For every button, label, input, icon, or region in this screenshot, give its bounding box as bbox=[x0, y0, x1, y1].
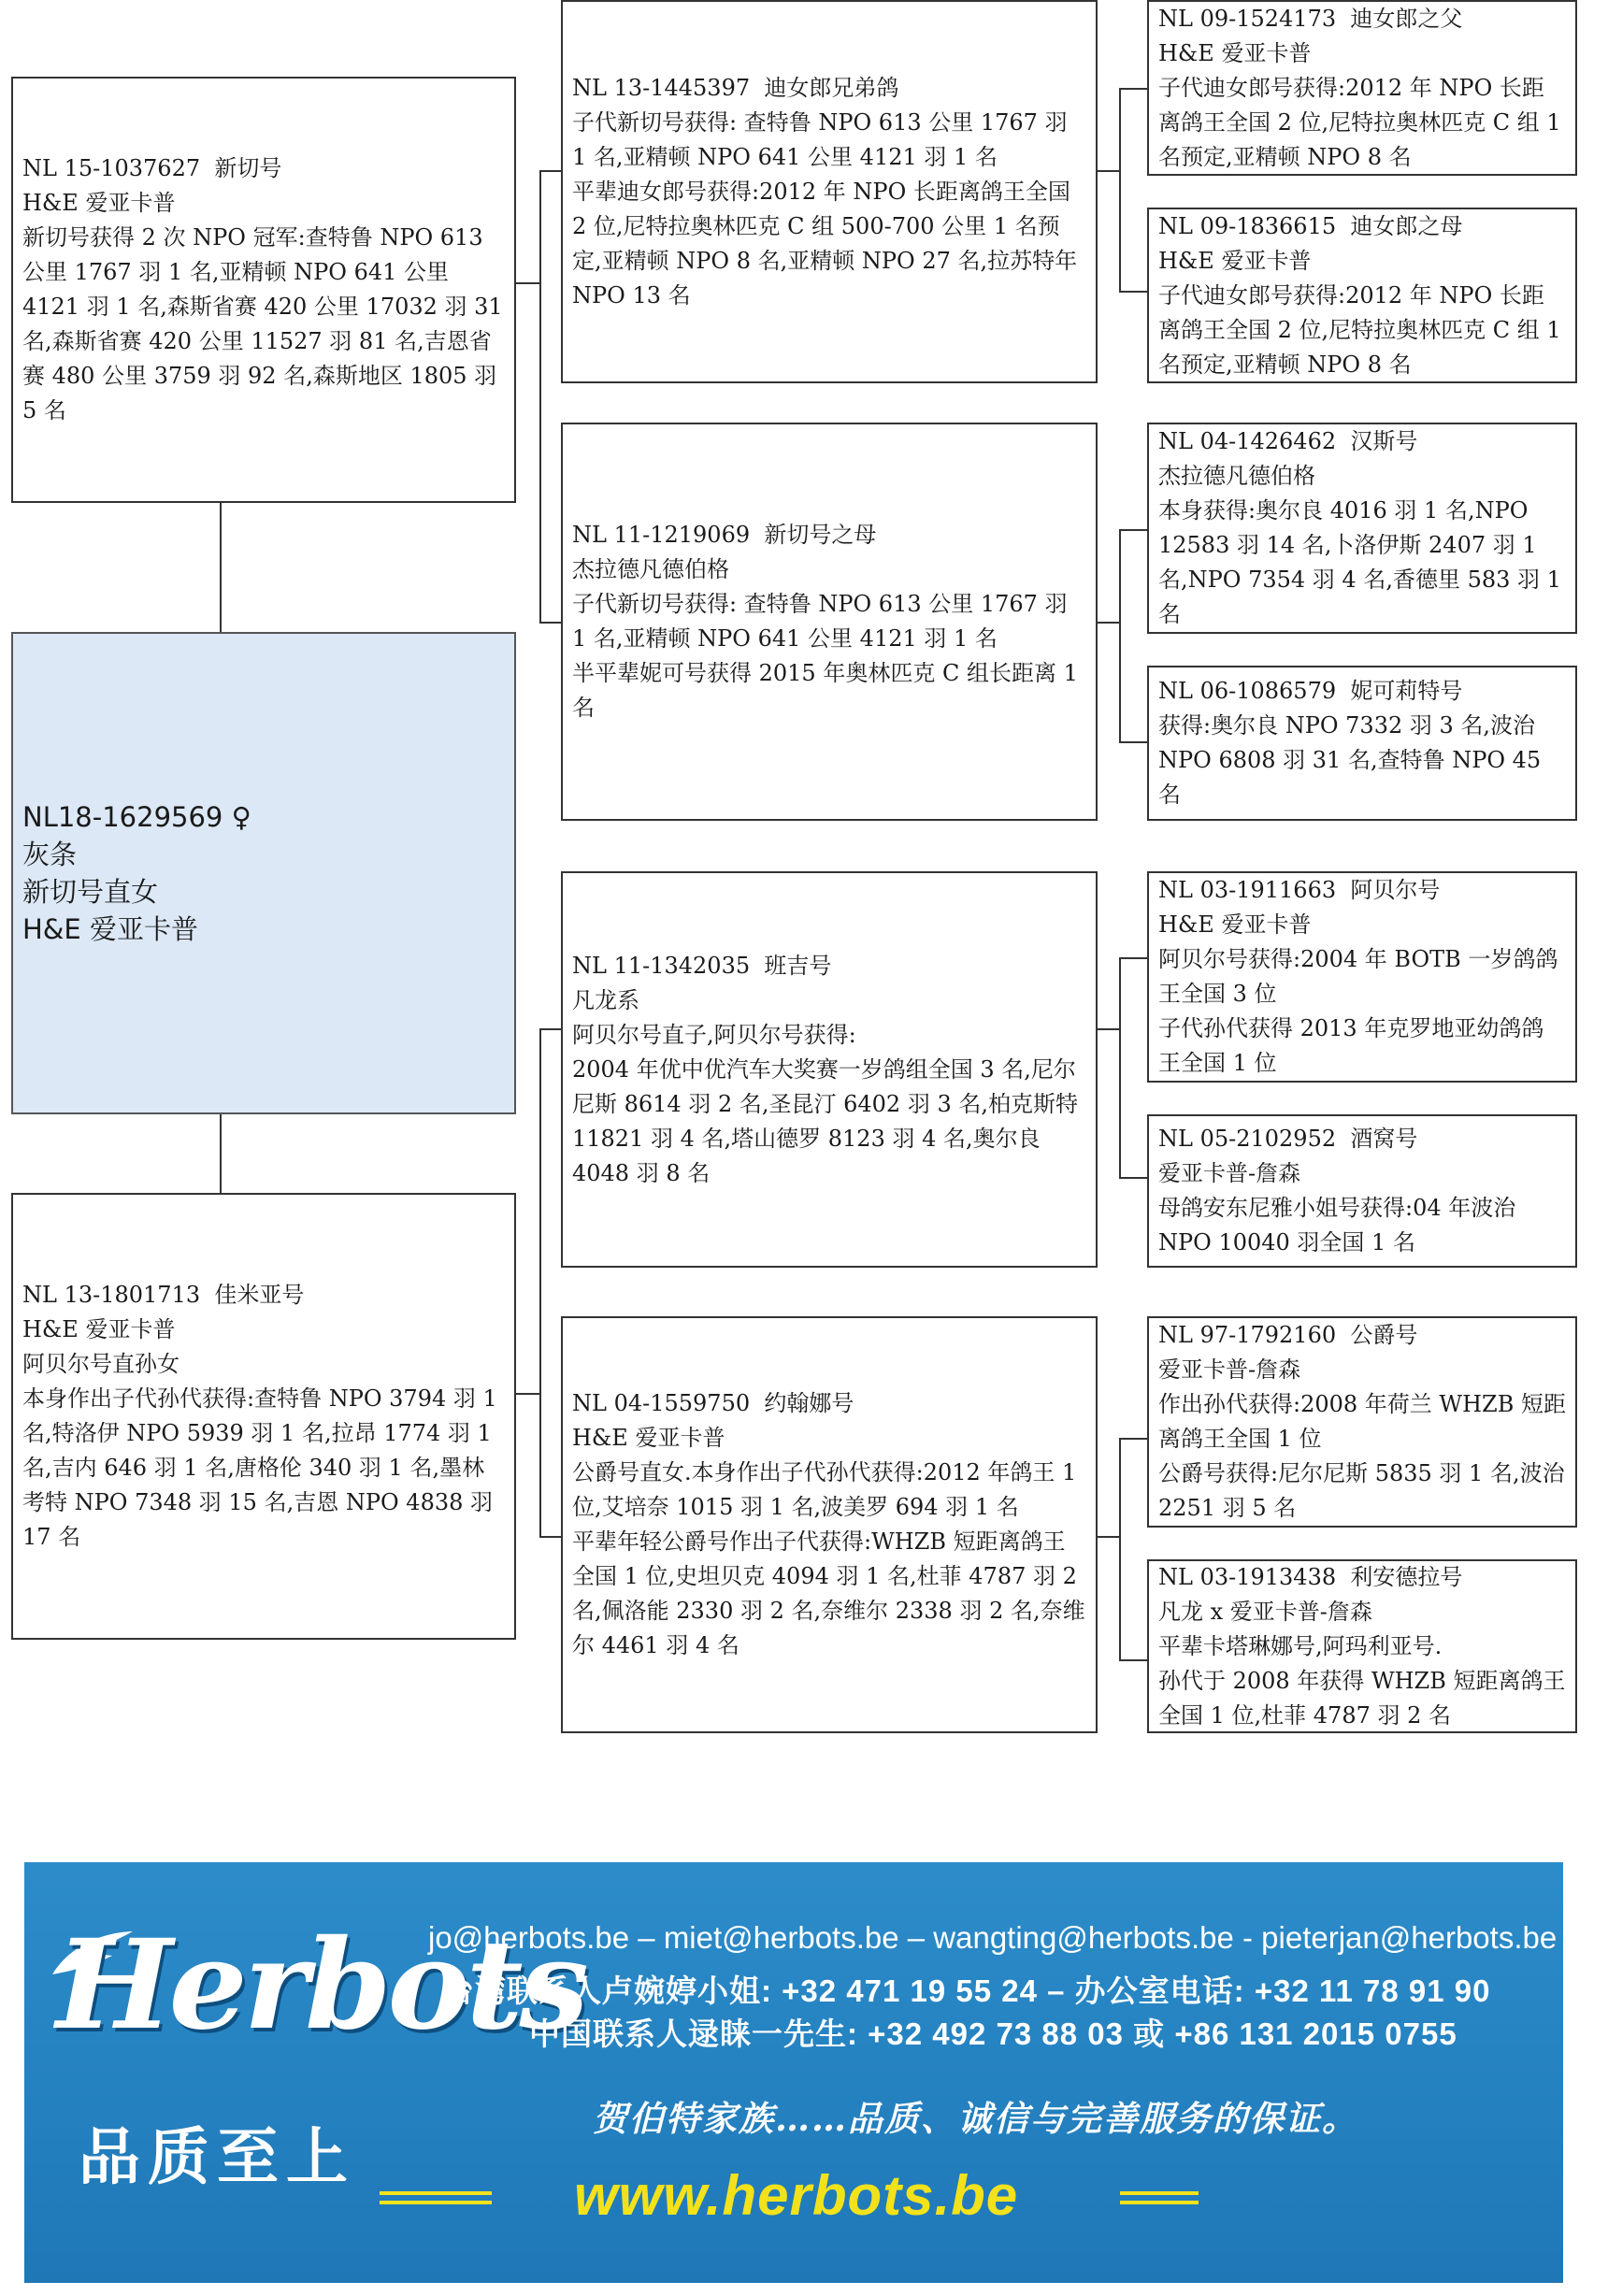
dam-sire-line-2: 凡龙系 bbox=[572, 986, 639, 1013]
ggp-1-line-1: NL 09-1524173 迪女郎之父 bbox=[1158, 5, 1463, 32]
taiwan-contact: 台湾联系人卢婉婷小姐: +32 471 19 55 24 – 办公室电话: +32 11 78 91 90 bbox=[443, 1973, 1491, 2008]
ggp-6-line-3: 母鸽安东尼雅小姐号获得:04 年波治 NPO 10040 羽全国 1 名 bbox=[1158, 1195, 1523, 1256]
dam-sire-line-1: NL 11-1342035 班吉号 bbox=[572, 952, 832, 979]
dam-dam-line-1: NL 04-1559750 约翰娜号 bbox=[572, 1390, 854, 1416]
connector-sd-bracket bbox=[1119, 529, 1121, 742]
ggp-5-line-1: NL 03-1911663 阿贝尔号 bbox=[1158, 877, 1441, 903]
decorative-line-right-2 bbox=[1120, 2201, 1199, 2204]
decorative-line-right bbox=[1120, 2191, 1199, 2195]
connector-sd-top bbox=[1119, 529, 1147, 531]
ggp-7-line-3: 作出孙代获得:2008 年荷兰 WHZB 短距离鸽王全国 1 位 bbox=[1158, 1391, 1566, 1452]
connector-sd-bottom bbox=[1119, 741, 1147, 743]
dam-dam-line-3: 公爵号直女.本身作出子代孙代获得:2012 年鸽王 1 位,艾培奈 1015 羽 1 名,波美罗 694 羽 1 名 bbox=[572, 1459, 1084, 1520]
connector-ds-top bbox=[1119, 957, 1147, 959]
sire-dam-line-1: NL 11-1219069 新切号之母 bbox=[572, 522, 877, 548]
dam-line-4: 本身作出子代孙代获得:查特鲁 NPO 3794 羽 1 名,特洛伊 NPO 5939 羽 1 名,拉昂 1774 羽 1 名,吉内 646 羽 1 名,唐格伦 340 羽 1 名,墨林考特 NPO 7348 羽 15 名,吉恩 NPO 4838 羽 17 名 bbox=[22, 1385, 505, 1550]
ggp-card-1 bbox=[1147, 0, 1577, 176]
ggp-8-line-1: NL 03-1913438 利安德拉号 bbox=[1158, 1563, 1463, 1590]
sire-dam-line-4: 半平辈妮可号获得 2015 年奥林匹克 C 组长距离 1 名 bbox=[572, 660, 1085, 721]
ggp-card-2 bbox=[1147, 208, 1577, 383]
connector-dam-right bbox=[514, 1393, 540, 1395]
connector-sire-right bbox=[514, 282, 540, 284]
website-link[interactable]: www.herbots.be bbox=[574, 2164, 1019, 2227]
connector-dd-top bbox=[1119, 1438, 1147, 1440]
connector-sire-vertical bbox=[220, 503, 222, 632]
connector-ss-top bbox=[1119, 88, 1147, 90]
sire-line-3: 新切号获得 2 次 NPO 冠军:查特鲁 NPO 613 公里 1767 羽 1 名,亚精顿 NPO 641 公里 4121 羽 1 名,森斯省赛 420 公里 17032 羽 31 名,森斯省赛 420 公里 11527 羽 81 名,吉恩省赛 480 公里 3759 羽 92 名,森斯地区 1805 羽 5 名 bbox=[22, 224, 510, 423]
subject-color: 灰条 bbox=[22, 839, 78, 870]
ggp-7-line-4: 公爵号获得:尼尔尼斯 5835 羽 1 名,波治 2251 羽 5 名 bbox=[1158, 1460, 1572, 1521]
contact-emails[interactable]: jo@herbots.be – miet@herbots.be – wangting@herbots.be - pieterjan@herbots.be bbox=[428, 1920, 1558, 1955]
ggp-8-line-2: 凡龙 x 爱亚卡普-詹森 bbox=[1158, 1598, 1372, 1625]
herbots-logo: Herbots bbox=[56, 1913, 585, 2058]
ggp-2-line-1: NL 09-1836615 迪女郎之母 bbox=[1158, 212, 1463, 239]
ggp-2-line-2: H&E 爱亚卡普 bbox=[1158, 247, 1312, 274]
connector-dam-vertical bbox=[220, 1114, 222, 1193]
subject-breeder: H&E 爱亚卡普 bbox=[22, 913, 198, 945]
dam-dam-line-4: 平辈年轻公爵号作出子代获得:WHZB 短距离鸽王全国 1 位,史坦贝克 4094 羽 1 名,杜菲 4787 羽 2 名,佩洛能 2330 羽 2 名,奈维尔 2338 羽 2 名,奈维尔 4461 羽 4 名 bbox=[572, 1528, 1085, 1658]
dam-line-3: 阿贝尔号直孙女 bbox=[22, 1351, 179, 1377]
dam-line-1: NL 13-1801713 佳米亚号 bbox=[22, 1282, 305, 1308]
sire-sire-line-2: 子代新切号获得: 查特鲁 NPO 613 公里 1767 羽 1 名,亚精顿 NPO 641 公里 4121 羽 1 名 bbox=[572, 108, 1075, 170]
china-contact: 中国联系人逯睐一先生: +32 492 73 88 03 或 +86 131 2015 0755 bbox=[529, 2016, 1457, 2051]
sire-sire-line-1: NL 13-1445397 迪女郎兄弟鸽 bbox=[572, 74, 899, 101]
sire-dam-line-2: 杰拉德凡德伯格 bbox=[572, 556, 729, 582]
subject-card bbox=[11, 632, 516, 1114]
connector-sire-bottom bbox=[539, 622, 561, 624]
ggp-5-line-2: H&E 爱亚卡普 bbox=[1158, 911, 1312, 938]
herbots-banner bbox=[24, 1862, 1563, 2283]
sire-dam-line-3: 子代新切号获得: 查特鲁 NPO 613 公里 1767 羽 1 名,亚精顿 NPO 641 公里 4121 羽 1 名 bbox=[572, 591, 1075, 652]
connector-dd-bracket bbox=[1119, 1438, 1121, 1660]
dam-card bbox=[11, 1193, 516, 1640]
ggp-card-8 bbox=[1147, 1559, 1577, 1733]
ggp-5-line-3: 阿贝尔号获得:2004 年 BOTB 一岁鸽鸽王全国 3 位 bbox=[1158, 946, 1558, 1007]
slogan: 品质至上 bbox=[79, 2120, 355, 2193]
ggp-2-line-3: 子代迪女郎号获得:2012 年 NPO 长距离鸽王全国 2 位,尼特拉奥林匹克 C 组 1 名预定,亚精顿 NPO 8 名 bbox=[1158, 281, 1569, 378]
ggp-1-line-2: H&E 爱亚卡普 bbox=[1158, 39, 1312, 66]
connector-ss-right bbox=[1096, 170, 1120, 172]
subject-ring-number: NL18-1629569 ♀ bbox=[22, 801, 251, 833]
ggp-3-line-3: 本身获得:奥尔良 4016 羽 1 名,NPO 12583 羽 14 名,卜洛伊斯 2407 羽 1 名,NPO 7354 羽 4 名,香德里 583 羽 1 名 bbox=[1158, 497, 1569, 627]
ggp-card-5 bbox=[1147, 871, 1577, 1083]
dam-dam-card bbox=[561, 1316, 1098, 1733]
ggp-card-6 bbox=[1147, 1114, 1577, 1268]
ggp-6-line-1: NL 05-2102952 酒窝号 bbox=[1158, 1126, 1418, 1152]
dam-sire-line-4: 2004 年优中优汽车大奖赛一岁鸽组全国 3 名,尼尔尼斯 8614 羽 2 名,圣昆汀 6402 羽 3 名,柏克斯特 11821 羽 4 名,塔山德罗 8123 羽 4 名,奥尔良 4048 羽 8 名 bbox=[572, 1055, 1085, 1186]
connector-sd-right bbox=[1096, 622, 1120, 624]
ggp-4-line-2: 获得:奥尔良 NPO 7332 羽 3 名,波治 NPO 6808 羽 31 名,查特鲁 NPO 45 名 bbox=[1158, 712, 1548, 808]
connector-ds-bracket bbox=[1119, 957, 1121, 1178]
ggp-card-7 bbox=[1147, 1316, 1577, 1528]
dam-sire-card bbox=[561, 871, 1098, 1268]
ggp-1-line-3: 子代迪女郎号获得:2012 年 NPO 长距离鸽王全国 2 位,尼特拉奥林匹克 C 组 1 名预定,亚精顿 NPO 8 名 bbox=[1158, 74, 1569, 170]
dam-sire-line-3: 阿贝尔号直子,阿贝尔号获得: bbox=[572, 1021, 856, 1048]
subject-description: 新切号直女 bbox=[22, 876, 159, 908]
connector-dam-bracket bbox=[539, 1028, 541, 1537]
ggp-3-line-1: NL 04-1426462 汉斯号 bbox=[1158, 428, 1418, 454]
sire-line-1: NL 15-1037627 新切号 bbox=[22, 155, 282, 181]
ggp-card-4 bbox=[1147, 666, 1577, 821]
sire-sire-line-3: 平辈迪女郎号获得:2012 年 NPO 长距离鸽王全国 2 位,尼特拉奥林匹克 C 组 500-700 公里 1 名预定,亚精顿 NPO 8 名,亚精顿 NPO 27 名,拉苏特年 NPO 13 名 bbox=[572, 178, 1084, 309]
ggp-6-line-2: 爱亚卡普-詹森 bbox=[1158, 1160, 1301, 1186]
ggp-4-line-1: NL 06-1086579 妮可莉特号 bbox=[1158, 678, 1463, 704]
connector-dd-right bbox=[1096, 1536, 1120, 1538]
ggp-8-line-4: 孙代于 2008 年获得 WHZB 短距离鸽王全国 1 位,杜菲 4787 羽 2 名 bbox=[1158, 1667, 1566, 1729]
connector-ds-right bbox=[1096, 1028, 1120, 1030]
ggp-5-line-4: 子代孙代获得 2013 年克罗地亚幼鸽鸽王全国 1 位 bbox=[1158, 1015, 1544, 1076]
connector-ss-bottom bbox=[1119, 291, 1147, 293]
decorative-line-left bbox=[380, 2191, 492, 2195]
connector-dam-bottom bbox=[539, 1536, 561, 1538]
ggp-7-line-2: 爱亚卡普-詹森 bbox=[1158, 1356, 1301, 1383]
connector-ss-bracket bbox=[1119, 88, 1121, 292]
connector-sire-bracket bbox=[539, 170, 541, 623]
sire-dam-card bbox=[561, 423, 1098, 821]
ggp-8-line-3: 平辈卡塔琳娜号,阿玛利亚号. bbox=[1158, 1632, 1443, 1659]
ggp-card-3 bbox=[1147, 423, 1577, 634]
connector-sire-top bbox=[539, 170, 561, 172]
connector-ds-bottom bbox=[1119, 1177, 1147, 1179]
dam-dam-line-2: H&E 爱亚卡普 bbox=[572, 1425, 725, 1451]
decorative-line-left-2 bbox=[380, 2201, 492, 2204]
ggp-3-line-2: 杰拉德凡德伯格 bbox=[1158, 463, 1315, 489]
sire-card bbox=[11, 77, 516, 503]
sire-line-2: H&E 爱亚卡普 bbox=[22, 190, 176, 216]
dam-line-2: H&E 爱亚卡普 bbox=[22, 1316, 176, 1342]
tagline: 贺伯特家族……品质、诚信与完善服务的保证。 bbox=[593, 2098, 1358, 2139]
ggp-7-line-1: NL 97-1792160 公爵号 bbox=[1158, 1322, 1418, 1348]
connector-dd-bottom bbox=[1119, 1659, 1147, 1661]
sire-sire-card bbox=[561, 0, 1098, 383]
connector-dam-top bbox=[539, 1028, 561, 1030]
